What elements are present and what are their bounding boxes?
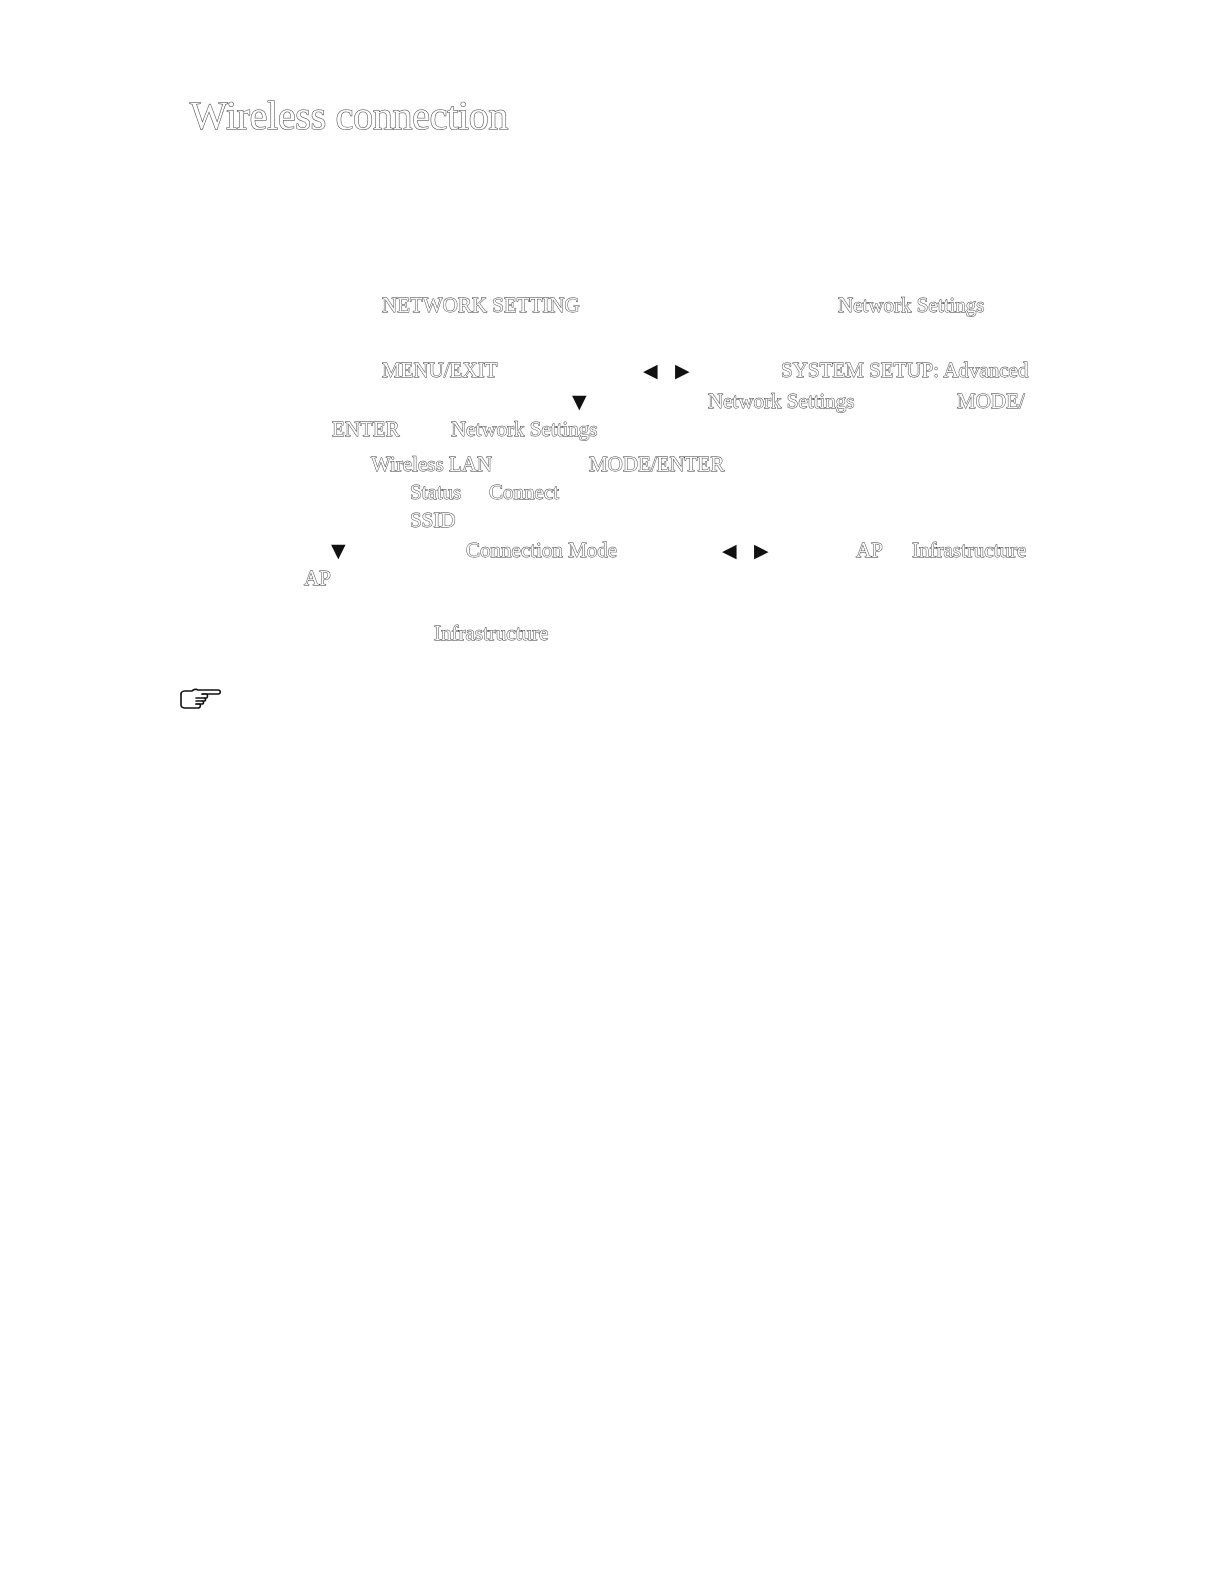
down-arrow-icon: ▼ bbox=[572, 391, 587, 413]
page-title: Wireless connection bbox=[190, 93, 509, 138]
ap-label: AP bbox=[856, 538, 883, 562]
network-settings-label: Network Settings bbox=[451, 417, 598, 441]
wireless-lan-label: Wireless LAN bbox=[371, 452, 493, 476]
system-setup-label: SYSTEM SETUP: Advanced bbox=[781, 358, 1029, 382]
mode-enter-label: MODE/ENTER bbox=[589, 452, 725, 476]
network-settings-label: Network Settings bbox=[708, 389, 855, 413]
menu-exit-label: MENU/EXIT bbox=[382, 358, 498, 382]
left-arrow-icon: ◀ bbox=[722, 540, 737, 562]
right-arrow-icon: ▶ bbox=[754, 540, 769, 562]
status-label: Status bbox=[410, 480, 462, 504]
connection-mode-label: Connection Mode bbox=[466, 538, 618, 562]
ap-label: AP bbox=[304, 566, 331, 590]
network-settings-label: Network Settings bbox=[838, 293, 985, 317]
infrastructure-label: Infrastructure bbox=[434, 621, 549, 645]
left-arrow-icon: ◀ bbox=[643, 360, 658, 382]
right-arrow-icon: ▶ bbox=[675, 360, 690, 382]
enter-label: ENTER bbox=[332, 417, 400, 441]
ssid-label: SSID bbox=[410, 508, 456, 532]
connect-label: Connect bbox=[489, 480, 559, 504]
network-setting-label: NETWORK SETTING bbox=[382, 293, 580, 317]
infrastructure-label: Infrastructure bbox=[912, 538, 1027, 562]
pointing-hand-icon bbox=[178, 686, 224, 712]
down-arrow-icon: ▼ bbox=[331, 540, 346, 562]
mode-slash-label: MODE/ bbox=[957, 389, 1025, 413]
